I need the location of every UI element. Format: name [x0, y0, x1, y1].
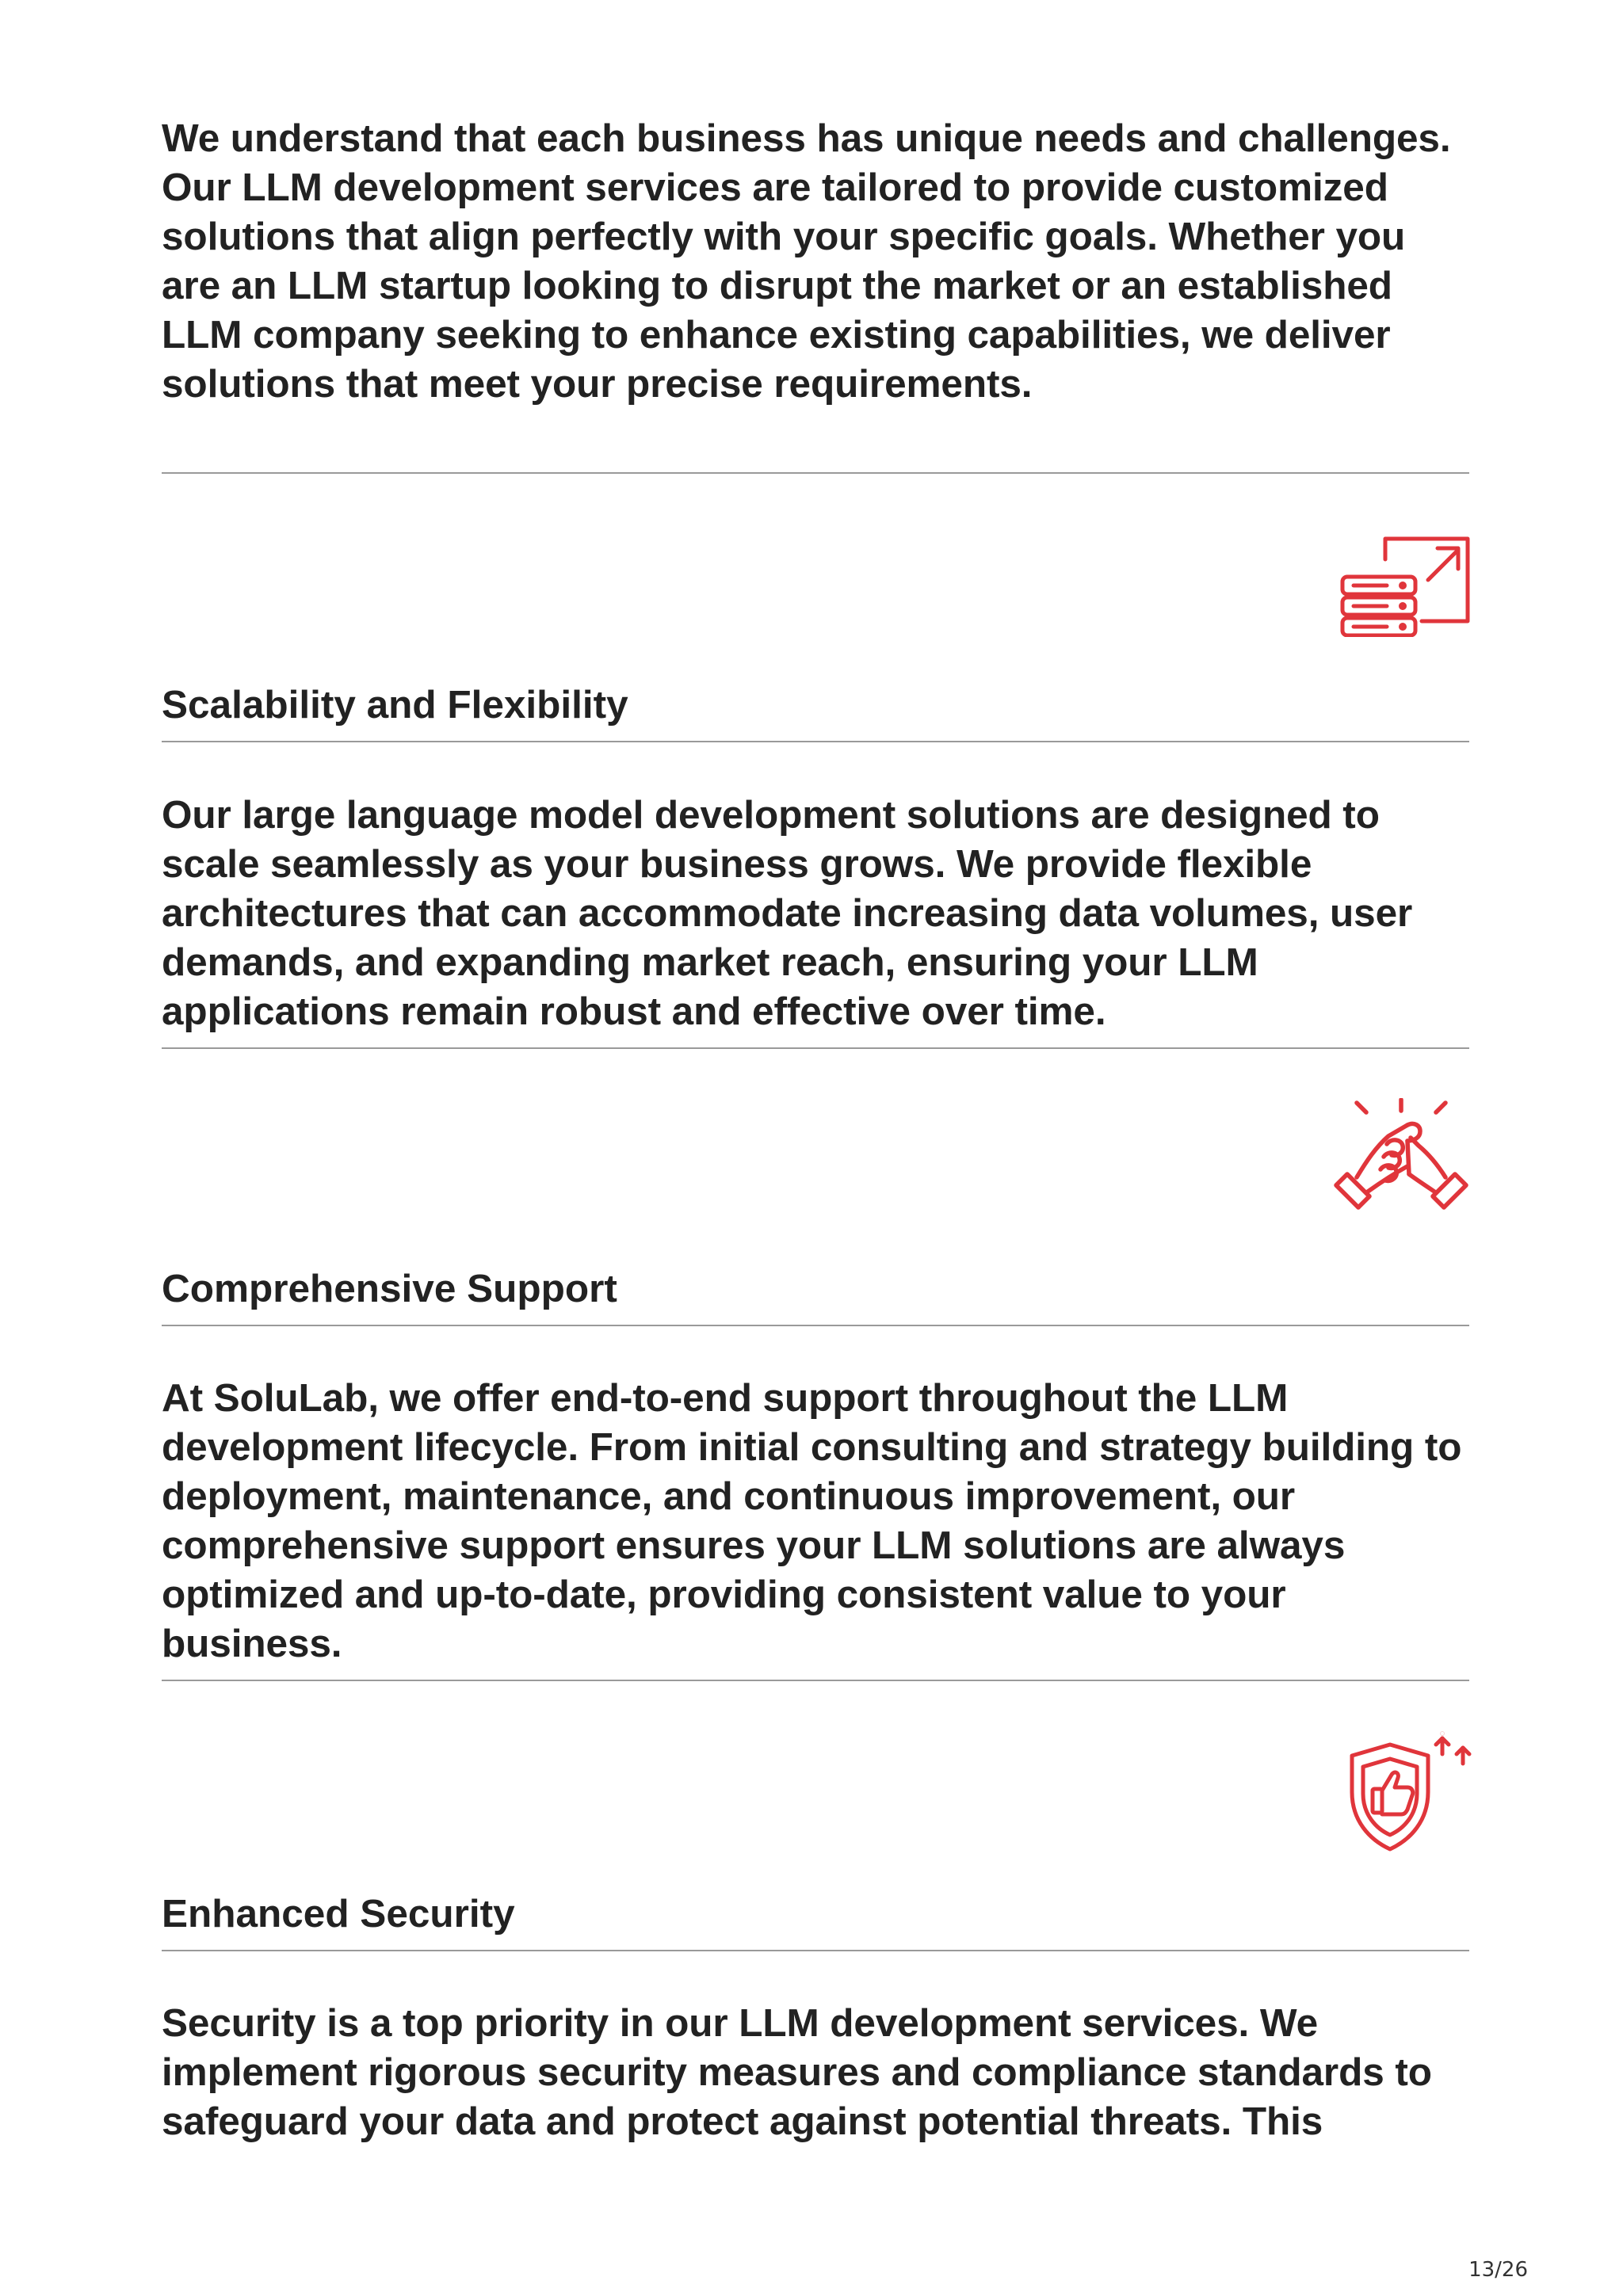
section-title-support: Comprehensive Support: [162, 1267, 617, 1310]
scalability-icon: [1339, 536, 1472, 637]
intro-paragraph: We understand that each business has unique needs and challenges. Our LLM development services are tailored to provide customized solutions that align perfectly with your specific goals. Whether you are an LLM startup looking to disrupt the market or an established LLM company seeking to enhance existing capabilities, we deliver solutions that meet your precise requirements.: [162, 116, 1451, 406]
section-title-scalability: Scalability and Flexibility: [162, 683, 628, 727]
divider: [162, 1950, 1469, 1951]
divider: [162, 741, 1469, 742]
section-title-security: Enhanced Security: [162, 1892, 515, 1936]
divider: [162, 1047, 1469, 1049]
section-body-support: At SoluLab, we offer end-to-end support throughout the LLM development lifecycle. From initial consulting and strategy building to deployment, maintenance, and continuous improvement, our comprehensive support ensures your LLM solutions are always optimized and up-to-date, providing consistent value to your business.: [162, 1376, 1462, 1665]
security-shield-icon: [1339, 1727, 1472, 1854]
section-body-security: Security is a top priority in our LLM development services. We implement rigorous security measures and compliance standards to safeguard your data and protect against potential threats. This: [162, 2001, 1432, 2143]
divider: [162, 1325, 1469, 1326]
divider: [162, 472, 1469, 474]
handshake-icon: [1331, 1098, 1471, 1228]
page-number: 13/26: [1468, 2258, 1528, 2282]
section-body-scalability: Our large language model development solutions are designed to scale seamlessly as your business grows. We provide flexible architectures that can accommodate increasing data volumes, user demands, and expanding market reach, ensuring your LLM applications remain robust and effective over time.: [162, 793, 1413, 1033]
divider: [162, 1680, 1469, 1681]
